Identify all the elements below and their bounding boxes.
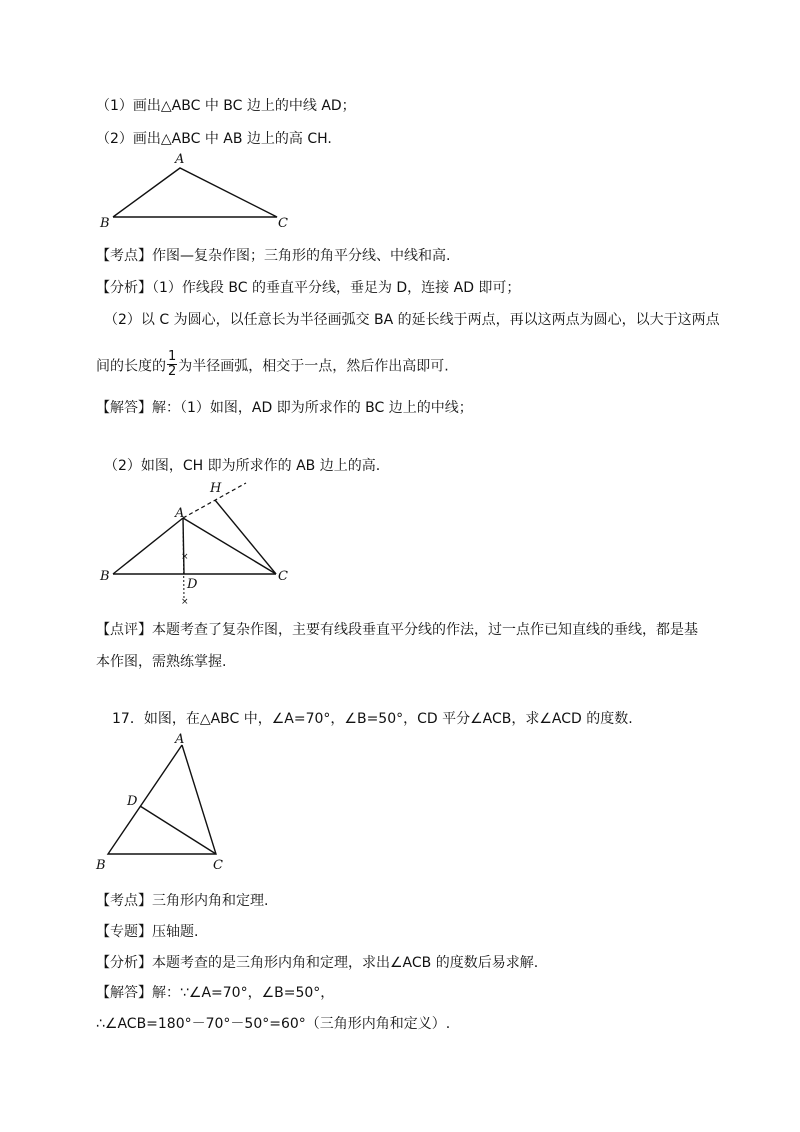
q17-jieda-1: 【解答】解：∵∠A=70°，∠B=50°， [96, 985, 335, 1001]
fig2-label-c: C [278, 569, 288, 584]
q17-zhuanti: 【专题】压轴题. [96, 924, 199, 940]
fraction-one-half [167, 350, 177, 379]
fig3-label-c: C [213, 858, 223, 873]
fig2-label-a: A [175, 506, 185, 521]
triangle-figure-2 [96, 478, 316, 606]
q16-fenxi-3 [96, 349, 449, 381]
q16-jieda-2: （2）如图，CH 即为所求作的 AB 边上的高. [104, 458, 381, 474]
q16-part1: （1）画出△ABC 中 BC 边上的中线 AD； [96, 98, 356, 114]
fenxi-3-suffix: 为半径画弧，相交于一点，然后作出高即可. [178, 358, 449, 375]
triangle-figure-3 [96, 730, 246, 875]
fig1-label-c: C [278, 216, 288, 231]
q16-dianping-2: 本作图，需熟练掌握. [96, 654, 227, 670]
q17-question: 17．如图，在△ABC 中，∠A=70°，∠B=50°，CD 平分∠ACB，求∠ACD 的度数. [112, 711, 633, 727]
fraction-numerator: 1 [168, 349, 177, 364]
q17-fenxi: 【分析】本题考查的是三角形内角和定理，求出∠ACB 的度数后易求解. [96, 955, 539, 971]
fig3-label-a: A [175, 732, 185, 747]
q16-dianping-1: 【点评】本题考查了复杂作图，主要有线段垂直平分线的作法，过一点作已知直线的垂线，都是基 [96, 622, 698, 638]
q17-kaodian: 【考点】三角形内角和定理. [96, 893, 269, 909]
fig3-label-d: D [127, 794, 138, 809]
svg-text:×: × [181, 597, 189, 607]
q16-jieda-1: 【解答】解：（1）如图，AD 即为所求作的 BC 边上的中线； [96, 400, 473, 416]
fig1-label-b: B [100, 216, 110, 231]
q16-fenxi-1: 【分析】（1）作线段 BC 的垂直平分线，垂足为 D，连接 AD 即可； [96, 280, 521, 296]
fig3-label-b: B [96, 858, 106, 873]
q16-part2: （2）画出△ABC 中 AB 边上的高 CH. [96, 131, 332, 147]
fig2-label-h: H [210, 481, 222, 496]
fenxi-3-prefix: 间的长度的 [96, 358, 166, 375]
q17-jieda-2: ∴∠ACB=180°－70°－50°=60°（三角形内角和定义）. [96, 1016, 451, 1032]
q16-kaodian: 【考点】作图—复杂作图；三角形的角平分线、中线和高. [96, 248, 451, 264]
fig1-label-a: A [175, 152, 185, 167]
svg-text:×: × [181, 552, 189, 562]
q16-fenxi-2: （2）以 C 为圆心，以任意长为半径画弧交 BA 的延长线于两点，再以这两点为圆心，以大于这两点 [104, 312, 720, 328]
triangle-figure-1 [96, 150, 306, 230]
fig2-label-b: B [100, 569, 110, 584]
fraction-denominator: 2 [168, 364, 177, 379]
fig2-label-d: D [187, 577, 198, 592]
